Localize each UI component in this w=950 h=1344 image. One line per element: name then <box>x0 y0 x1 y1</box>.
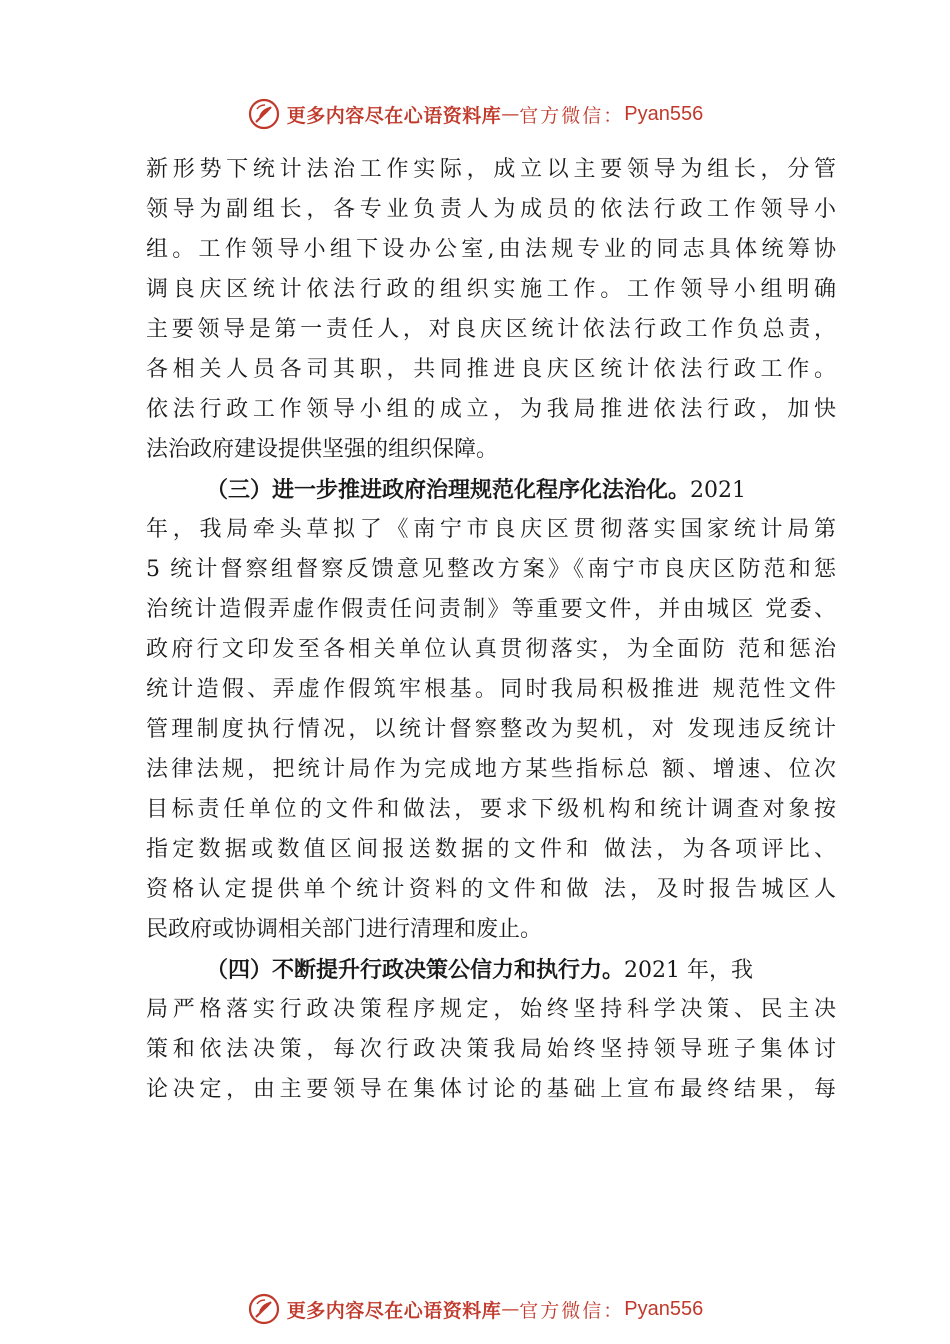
section-4-heading-line <box>146 950 836 990</box>
banner-wechat-id: Pyan556 <box>624 1297 704 1320</box>
paragraph-line: 调良庆区统计依法行政的组织实施工作。工作领导小组明确 <box>146 277 836 302</box>
section-3-heading-line <box>146 470 836 510</box>
paragraph-line: 民政府或协调相关部门进行清理和废止。 <box>146 917 543 942</box>
paragraph-line: 5 统计督察组督察反馈意见整改方案》《南宁市良庆区防范和惩 <box>146 557 836 582</box>
banner-main-text: 更多内容尽在心语资料库 <box>286 104 502 127</box>
paragraph-line: 组。工作领导小组下设办公室,由法规专业的同志具体统筹协 <box>146 237 836 262</box>
paragraph-line: 指定数据或数值区间报送数据的文件和 做法，为各项评比、 <box>146 837 836 862</box>
paragraph-line: 论决定，由主要领导在集体讨论的基础上宣布最终结果，每 <box>146 1077 836 1102</box>
feather-logo-icon <box>247 1292 281 1326</box>
section-4-heading: （四）不断提升行政决策公信力和执行力。 <box>206 957 625 983</box>
paragraph-line: 依法行政工作领导小组的成立，为我局推进依法行政，加快 <box>146 397 836 422</box>
paragraph-line: 政府行文印发至各相关单位认真贯彻落实，为全面防 范和惩治 <box>146 637 836 662</box>
banner-main-text: 更多内容尽在心语资料库 <box>286 1299 502 1322</box>
banner-dash: — <box>501 103 520 125</box>
paragraph-line: 新形势下统计法治工作实际，成立以主要领导为组长，分管 <box>146 157 836 182</box>
paragraph-line: 治统计造假弄虚作假责任问责制》等重要文件，并由城区 党委、 <box>146 597 836 622</box>
paragraph-line: 领导为副组长，各专业负责人为成员的依法行政工作领导小 <box>146 197 836 222</box>
paragraph-line: 管理制度执行情况，以统计督察整改为契机，对 发现违反统计 <box>146 717 836 742</box>
section-3-heading: （三）进一步推进政府治理规范化程序化法治化。 <box>206 477 691 503</box>
header-watermark <box>0 94 950 134</box>
document-body <box>146 150 836 1110</box>
banner-sub-text: 官方微信： <box>519 104 625 127</box>
footer-watermark <box>0 1289 950 1329</box>
paragraph-line: 策和依法决策，每次行政决策我局始终坚持领导班子集体讨 <box>146 1037 836 1062</box>
banner-sub-text: 官方微信： <box>519 1299 625 1322</box>
paragraph-line: 局严格落实行政决策程序规定，始终坚持科学决策、民主决 <box>146 997 836 1022</box>
paragraph-line: 统计造假、弄虚作假筑牢根基。同时我局积极推进 规范性文件 <box>146 677 836 702</box>
banner-wechat-id: Pyan556 <box>624 102 704 125</box>
paragraph-line: 法律法规，把统计局作为完成地方某些指标总 额、增速、位次 <box>146 757 836 782</box>
paragraph-line: 法治政府建设提供坚强的组织保障。 <box>146 437 499 462</box>
banner-dash: — <box>501 1298 520 1320</box>
section-3-heading-tail: 2021 <box>690 478 747 503</box>
section-4-heading-tail: 2021 年，我 <box>624 958 753 983</box>
paragraph-line: 各相关人员各司其职，共同推进良庆区统计依法行政工作。 <box>146 357 836 382</box>
paragraph-line: 主要领导是第一责任人，对良庆区统计依法行政工作负总责， <box>146 317 836 342</box>
feather-logo-icon <box>247 97 281 131</box>
paragraph-line: 目标责任单位的文件和做法，要求下级机构和统计调查对象按 <box>146 797 836 822</box>
paragraph-line: 年，我局牵头草拟了《南宁市良庆区贯彻落实国家统计局第 <box>146 517 836 542</box>
paragraph-line: 资格认定提供单个统计资料的文件和做 法，及时报告城区人 <box>146 877 836 902</box>
